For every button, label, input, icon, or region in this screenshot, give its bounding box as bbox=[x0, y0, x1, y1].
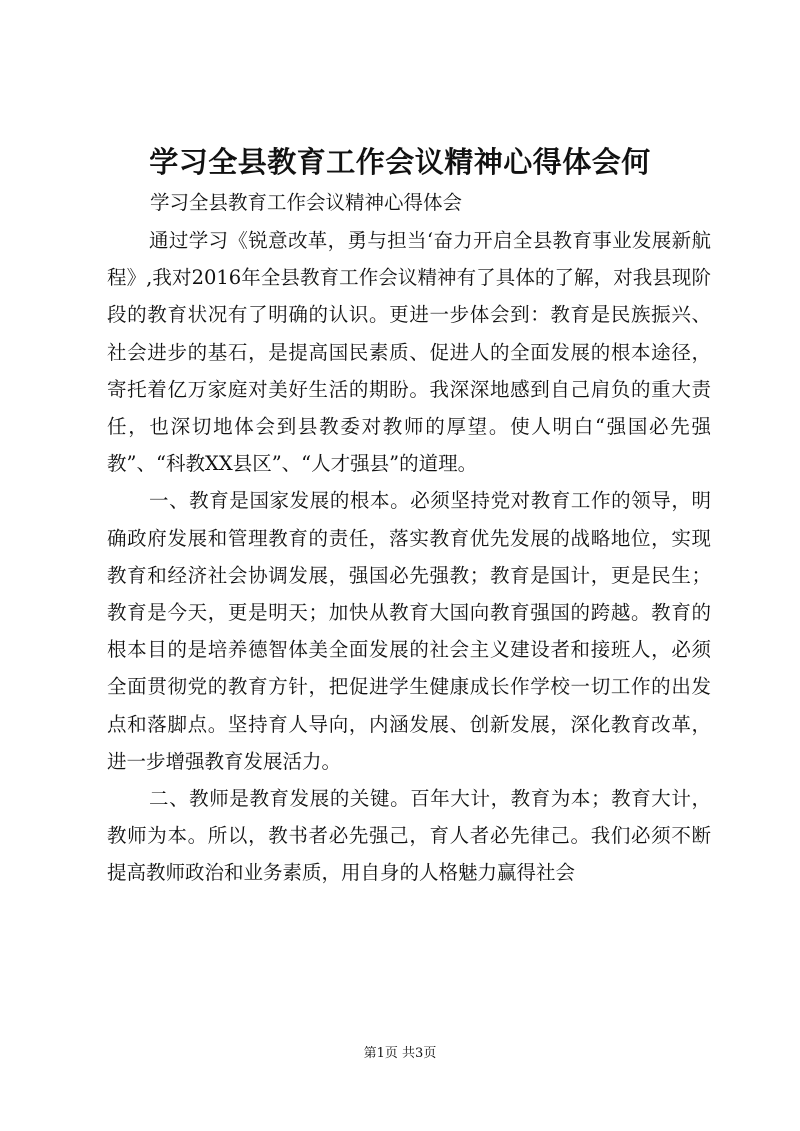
paragraph-section-1: 一、教育是国家发展的根本。必须坚持党对教育工作的领导，明确政府发展和管理教育的责任，落实教育优先发展的战略地位，实现教育和经济社会协调发展，强国必先强教；教育是国计，更是民生；教育是今天，更是明天；加快从教育大国向教育强国的跨越。教育的根本目的是培养德智体美全面发展的社会主义建设者和接班人，必须全面贯彻党的教育方针，把促进学生健康成长作学校一切工作的出发点和落脚点。坚持育人导向，内涵发展、创新发展，深化教育改革，进一步增强教育发展活力。 bbox=[107, 489, 711, 773]
page-footer: 第1页 共3页 bbox=[363, 1046, 437, 1061]
paragraph-intro: 通过学习《锐意改革，勇与担当‘奋力开启全县教育事业发展新航程》,我对2016年全县教育工作会议精神有了具体的了解，对我县现阶段的教育状况有了明确的认识。更进一步体会到：教育是民族振兴、社会进步的基石，是提高国民素质、促进人的全面发展的根本途径，寄托着亿万家庭对美好生活的期盼。我深深地感到自己肩负的重大责任，也深切地体会到县教委对教师的厚望。使人明白“强国必先强教”、“科教XX县区”、“人才强县”的道理。 bbox=[107, 229, 711, 476]
document-title: 学习全县教育工作会议精神心得体会何 bbox=[149, 145, 651, 179]
document-body bbox=[107, 222, 711, 892]
paragraph-section-2: 二、教师是教育发展的关键。百年大计，教育为本；教育大计，教师为本。所以，教书者必先强己，育人者必先律己。我们必须不断提高教师政治和业务素质，用自身的人格魅力赢得社会 bbox=[107, 787, 711, 885]
document-subtitle: 学习全县教育工作会议精神心得体会 bbox=[150, 191, 463, 214]
